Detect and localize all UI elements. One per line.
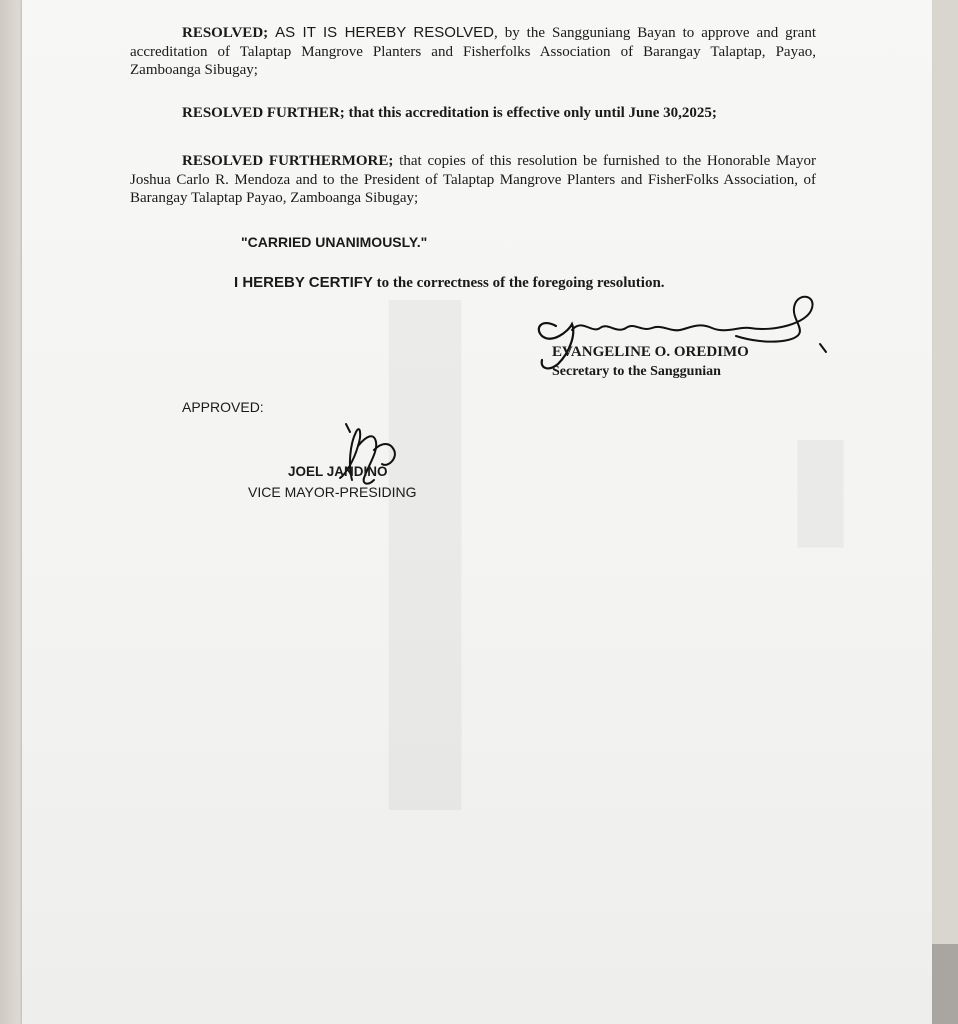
resolved-lead: RESOLVED; bbox=[182, 25, 269, 41]
resolved-further-lead: RESOLVED FURTHER; bbox=[182, 105, 345, 121]
vice-mayor-name: JOEL JANDINO bbox=[288, 464, 388, 479]
approved-label: APPROVED: bbox=[182, 399, 264, 415]
resolved-lead-2: AS IT IS HEREBY RESOLVED bbox=[275, 24, 494, 41]
resolved-furthermore-body: that copies of this resolution be furnished to the Honorable Mayor Joshua Carlo R. Mendoza and to the President of Talaptap Mangrove Planters and FisherFolks Association, of Barangay Talaptap Payao, Zamboanga Sibugay; bbox=[130, 153, 816, 206]
resolved-body: , by the Sangguniang Bayan to approve and grant accreditation of Talaptap Mangrove Planters and Fisherfolks Association of Barangay Talaptap, Payao, Zamboanga Sibugay; bbox=[130, 25, 817, 78]
bleed-through-decoration: ████ bbox=[800, 440, 842, 548]
secretary-title: Secretary to the Sanggunian bbox=[552, 364, 721, 379]
vice-mayor-title: VICE MAYOR-PRESIDING bbox=[248, 484, 417, 500]
document-page bbox=[22, 0, 932, 1024]
resolved-paragraph bbox=[130, 24, 816, 80]
certify-body: to the correctness of the foregoing resolution. bbox=[376, 275, 665, 291]
resolved-further-body: that this accreditation is effective only until June 30,2025; bbox=[348, 105, 717, 121]
bleed-through-decoration: ████████████ bbox=[394, 300, 461, 811]
certify-lead: I HEREBY CERTIFY bbox=[234, 274, 373, 291]
resolved-furthermore-paragraph bbox=[130, 152, 816, 208]
carried-unanimously: "CARRIED UNANIMOUSLY." bbox=[241, 234, 428, 250]
secretary-name: EVANGELINE O. OREDIMO bbox=[552, 344, 749, 360]
resolved-furthermore-lead: RESOLVED FURTHERMORE; bbox=[182, 153, 394, 169]
resolved-further-paragraph bbox=[130, 104, 816, 123]
